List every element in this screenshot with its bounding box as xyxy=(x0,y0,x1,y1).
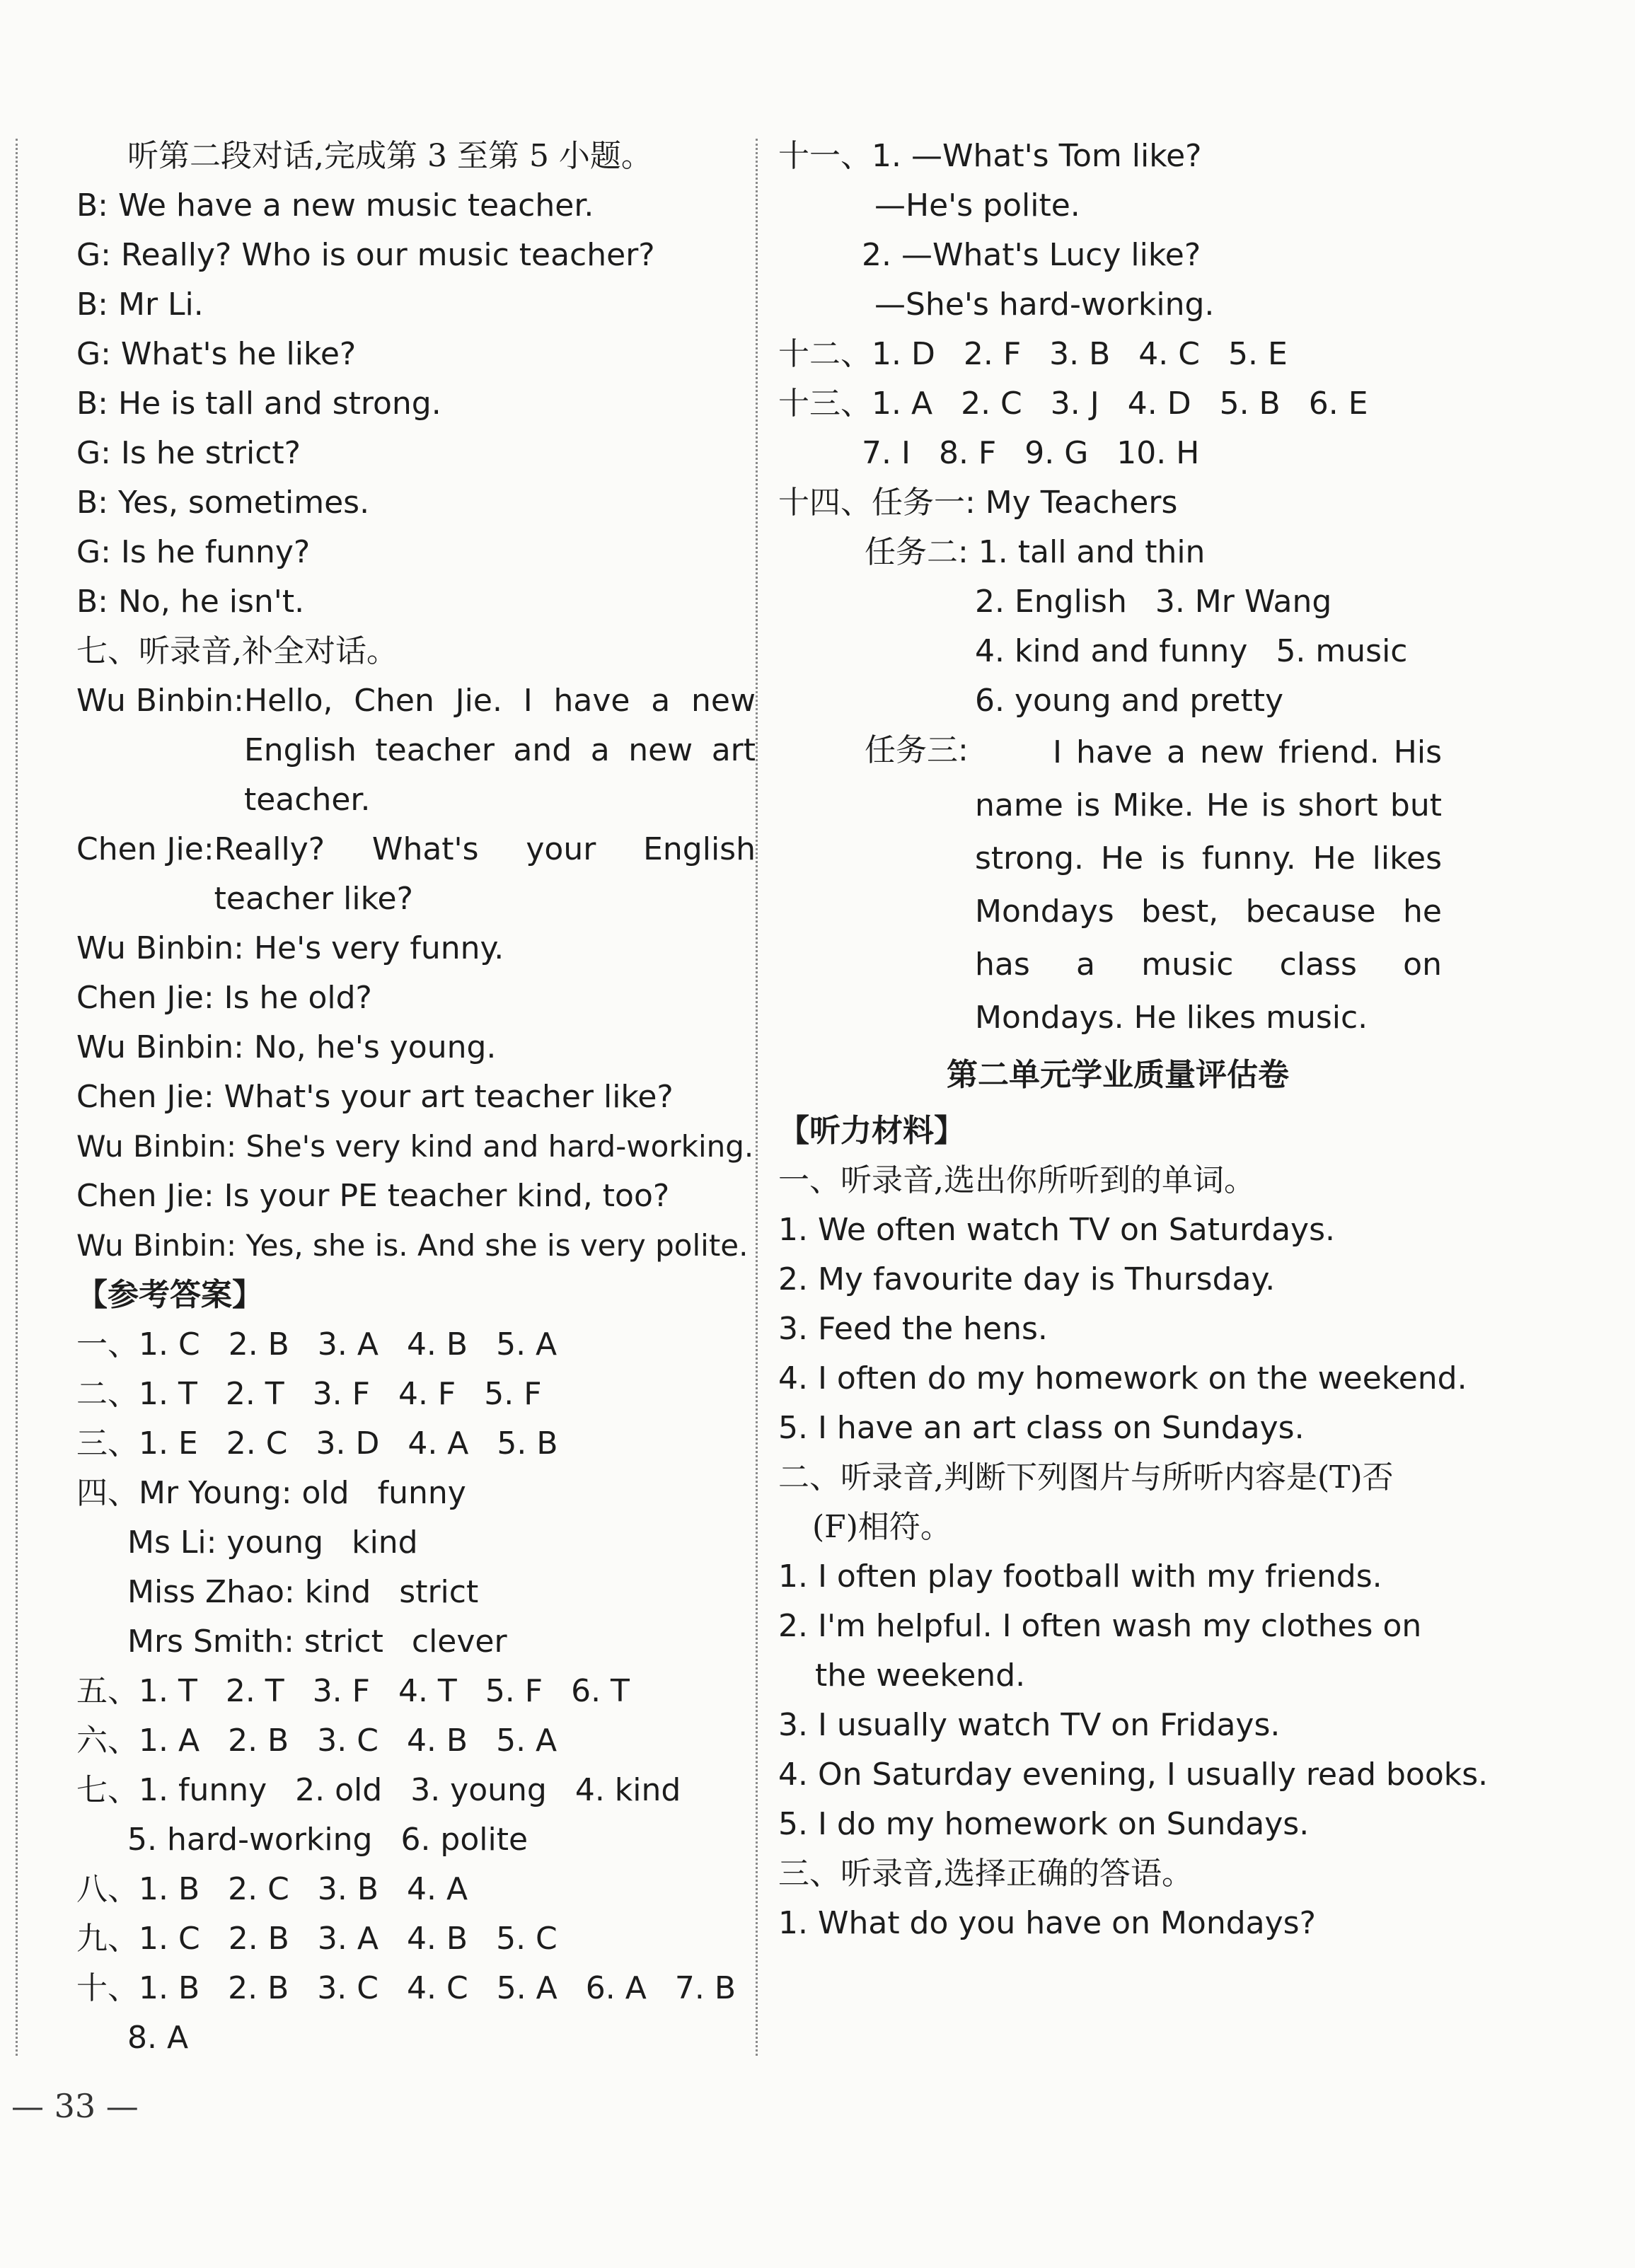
answer-item: 6. E xyxy=(1308,386,1368,422)
answer-item: 4. F xyxy=(398,1376,456,1412)
dialogue-line: Wu Binbin: He's very funny. xyxy=(76,930,504,966)
answer-row xyxy=(76,1320,756,1370)
answer-item: 4. B xyxy=(406,1326,468,1362)
answer-row xyxy=(76,1865,756,1914)
answer-item: 3. B xyxy=(317,1871,379,1907)
answer-item: 3. B xyxy=(1049,336,1111,372)
answer-item: 2. old xyxy=(295,1772,383,1808)
dialogue-line: Chen Jie: What's your art teacher like? xyxy=(76,1079,674,1115)
answer-item: 5. hard-working xyxy=(127,1822,373,1858)
answer-row xyxy=(76,1469,756,1518)
answer-row xyxy=(76,1568,756,1617)
answer-item: 十三、1. A xyxy=(778,386,933,422)
answer-item: 4. B xyxy=(406,1921,468,1957)
answer-item: 2. F xyxy=(963,336,1022,372)
answer-row xyxy=(76,1617,756,1667)
answer-item: 2. T xyxy=(225,1673,284,1709)
speaker: Chen Jie: xyxy=(76,831,214,867)
section-intro: 听第二段对话,完成第 3 至第 5 小题。 xyxy=(127,138,652,174)
answer-line: —He's polite. xyxy=(874,187,1080,224)
answer-item: 6. A xyxy=(585,1970,647,2006)
answer-row xyxy=(76,1815,756,1865)
answer-item: 5. C xyxy=(496,1921,557,1957)
dialogue-line xyxy=(76,825,756,924)
answer-row xyxy=(76,1667,756,1716)
dialogue-line: G: Is he funny? xyxy=(76,534,311,570)
answer-item: 2. T xyxy=(225,1376,284,1412)
answer-item: clever xyxy=(411,1624,507,1660)
answer-item: 2. B xyxy=(228,1723,289,1759)
task-three xyxy=(778,726,1457,1044)
column-divider xyxy=(756,139,758,2056)
answer-item: 4. kind and funny xyxy=(975,633,1248,669)
dialogue-line: B: No, he isn't. xyxy=(76,584,305,620)
answer-item: 5. B xyxy=(1219,386,1281,422)
answer-item: 九、1. C xyxy=(76,1921,200,1957)
answer-item: 4. T xyxy=(398,1673,457,1709)
question-item: 4. On Saturday evening, I usually read books. xyxy=(778,1757,1489,1793)
answer-item: 五、1. T xyxy=(76,1673,197,1709)
answer-item: kind xyxy=(352,1524,418,1561)
speaker: Wu Binbin: xyxy=(76,683,244,719)
answer-row xyxy=(76,1419,756,1469)
answer-item: 2. English xyxy=(975,584,1127,620)
answer-item: 3. A xyxy=(317,1326,379,1362)
answer-item: 10. H xyxy=(1116,435,1200,471)
question-item: 1. I often play football with my friends. xyxy=(778,1558,1382,1595)
question-item: 4. I often do my homework on the weekend. xyxy=(778,1360,1467,1396)
answer-row: 8. A xyxy=(127,2020,189,2056)
question-item: 2. My favourite day is Thursday. xyxy=(778,1261,1276,1297)
answer-item: 8. F xyxy=(938,435,997,471)
answer-item: 6. T xyxy=(571,1673,630,1709)
answer-item: 一、1. C xyxy=(76,1326,200,1362)
answer-row xyxy=(778,627,1457,676)
question-item: the weekend. xyxy=(815,1657,1026,1694)
answer-row xyxy=(76,1964,756,2013)
answer-item: 4. B xyxy=(406,1723,468,1759)
answer-item: 四、Mr Young: old xyxy=(76,1475,349,1511)
answer-item: 3. F xyxy=(312,1376,370,1412)
answer-item: 三、1. E xyxy=(76,1425,198,1462)
question-item: 3. Feed the hens. xyxy=(778,1311,1048,1347)
answer-item: 3. young xyxy=(410,1772,547,1808)
answer-row xyxy=(76,1914,756,1964)
answer-item: 3. D xyxy=(316,1425,380,1462)
answer-row xyxy=(778,379,1457,429)
answer-item: 5. A xyxy=(496,1326,557,1362)
question-item: 5. I have an art class on Sundays. xyxy=(778,1410,1305,1446)
answer-item: 5. F xyxy=(485,1673,543,1709)
section-heading: 七、听录音,补全对话。 xyxy=(76,633,398,669)
answer-item: 9. G xyxy=(1024,435,1089,471)
dialogue-line: G: What's he like? xyxy=(76,336,357,372)
answer-item: 5. B xyxy=(497,1425,558,1462)
answer-row xyxy=(778,429,1457,478)
page-number: — 33 — xyxy=(11,2087,139,2125)
answer-item: 2. C xyxy=(961,386,1022,422)
answer-item: 2. B xyxy=(228,1921,289,1957)
question-item: 3. I usually watch TV on Fridays. xyxy=(778,1707,1281,1743)
answer-item: 3. J xyxy=(1050,386,1099,422)
answer-item: 5. F xyxy=(484,1376,542,1412)
dialogue-line: Chen Jie: Is he old? xyxy=(76,980,372,1016)
answer-item: Mrs Smith: strict xyxy=(127,1624,383,1660)
question-item: 1. What do you have on Mondays? xyxy=(778,1905,1316,1941)
answer-row xyxy=(76,1518,756,1568)
dialogue-line: B: Yes, sometimes. xyxy=(76,485,370,521)
dialogue-line: Wu Binbin: Yes, she is. And she is very polite. xyxy=(76,1228,749,1263)
answer-item: 3. F xyxy=(312,1673,370,1709)
answer-item: 2. B xyxy=(228,1326,289,1362)
answer-item: 2. C xyxy=(228,1871,289,1907)
answer-item: 5. E xyxy=(1228,336,1288,372)
answer-item: 3. C xyxy=(317,1723,379,1759)
task-label: 任务三: xyxy=(865,732,969,768)
answer-item: 7. I xyxy=(862,435,911,471)
answer-item: 7. B xyxy=(674,1970,736,2006)
answer-row xyxy=(76,1370,756,1419)
answer-line: —She's hard-working. xyxy=(874,287,1215,323)
answer-key-heading: 【参考答案】 xyxy=(76,1277,263,1313)
answer-item: 2. C xyxy=(226,1425,288,1462)
answer-item: 八、1. B xyxy=(76,1871,200,1907)
answer-item: strict xyxy=(399,1574,479,1610)
answer-item: 3. Mr Wang xyxy=(1155,584,1332,620)
question-item: 1. We often watch TV on Saturdays. xyxy=(778,1212,1335,1248)
listening-material-heading: 【听力材料】 xyxy=(778,1113,965,1149)
answer-item: 3. C xyxy=(317,1970,379,2006)
section-title: 第二单元学业质量评估卷 xyxy=(947,1057,1289,1093)
answer-item: 4. A xyxy=(407,1871,468,1907)
answer-item: Ms Li: young xyxy=(127,1524,324,1561)
answer-item: funny xyxy=(377,1475,466,1511)
answer-item: 5. A xyxy=(496,1970,557,2006)
dialogue-line: Wu Binbin: She's very kind and hard-working. xyxy=(76,1129,754,1164)
answer-line: 2. —What's Lucy like? xyxy=(862,237,1201,273)
answer-line: 十一、1. —What's Tom like? xyxy=(778,138,1202,174)
dialogue-line: G: Is he strict? xyxy=(76,435,301,471)
answer-item: 二、1. T xyxy=(76,1376,197,1412)
answer-item: 3. A xyxy=(317,1921,379,1957)
question-item: 5. I do my homework on Sundays. xyxy=(778,1806,1310,1842)
answer-line: 6. young and pretty xyxy=(975,683,1284,719)
question-heading: 三、听录音,选择正确的答语。 xyxy=(778,1856,1193,1892)
answer-item: Miss Zhao: kind xyxy=(127,1574,371,1610)
answer-item: 六、1. A xyxy=(76,1723,200,1759)
answer-row xyxy=(778,330,1457,379)
answer-item: 七、1. funny xyxy=(76,1772,267,1808)
answer-row xyxy=(76,1716,756,1766)
dialogue-line: Chen Jie: Is your PE teacher kind, too? xyxy=(76,1178,670,1214)
answer-item: 4. C xyxy=(407,1970,468,2006)
question-heading: 一、听录音,选出你所听到的单词。 xyxy=(778,1162,1255,1198)
answer-item: 5. A xyxy=(496,1723,557,1759)
question-item: 2. I'm helpful. I often wash my clothes on xyxy=(778,1608,1422,1644)
utterance: Really? What's your English teacher like? xyxy=(214,831,756,917)
answer-item: 4. kind xyxy=(574,1772,681,1808)
task-paragraph: I have a new friend. His name is Mike. He is short but strong. He is funny. He likes Mondays best, because he has a music class on Mondays. He likes music. xyxy=(975,734,1442,1036)
answer-item: 4. A xyxy=(408,1425,469,1462)
left-column xyxy=(76,132,756,2063)
dialogue-line: B: Mr Li. xyxy=(76,287,204,323)
question-heading: (F)相符。 xyxy=(812,1509,952,1545)
dialogue-line: B: We have a new music teacher. xyxy=(76,187,594,224)
answer-item: 十、1. B xyxy=(76,1970,200,2006)
answer-item: 5. music xyxy=(1276,633,1408,669)
answer-item: 2. B xyxy=(228,1970,289,2006)
left-margin-rule xyxy=(16,139,18,2056)
dialogue-line: B: He is tall and strong. xyxy=(76,386,441,422)
dialogue-line xyxy=(76,676,756,825)
answer-item: 6. polite xyxy=(400,1822,528,1858)
answer-row xyxy=(76,1766,756,1815)
right-column xyxy=(778,132,1489,1948)
answer-row xyxy=(778,577,1457,627)
answer-line: 任务二: 1. tall and thin xyxy=(865,534,1206,570)
answer-item: 十二、1. D xyxy=(778,336,935,372)
dialogue-line: Wu Binbin: No, he's young. xyxy=(76,1029,497,1065)
question-heading: 二、听录音,判断下列图片与所听内容是(T)否 xyxy=(778,1459,1394,1495)
answer-item: 4. C xyxy=(1138,336,1200,372)
dialogue-line: G: Really? Who is our music teacher? xyxy=(76,237,655,273)
answer-item: 4. D xyxy=(1127,386,1191,422)
answer-line: 十四、任务一: My Teachers xyxy=(778,485,1178,521)
utterance: Hello, Chen Jie. I have a new English teacher and a new art teacher. xyxy=(243,683,756,818)
